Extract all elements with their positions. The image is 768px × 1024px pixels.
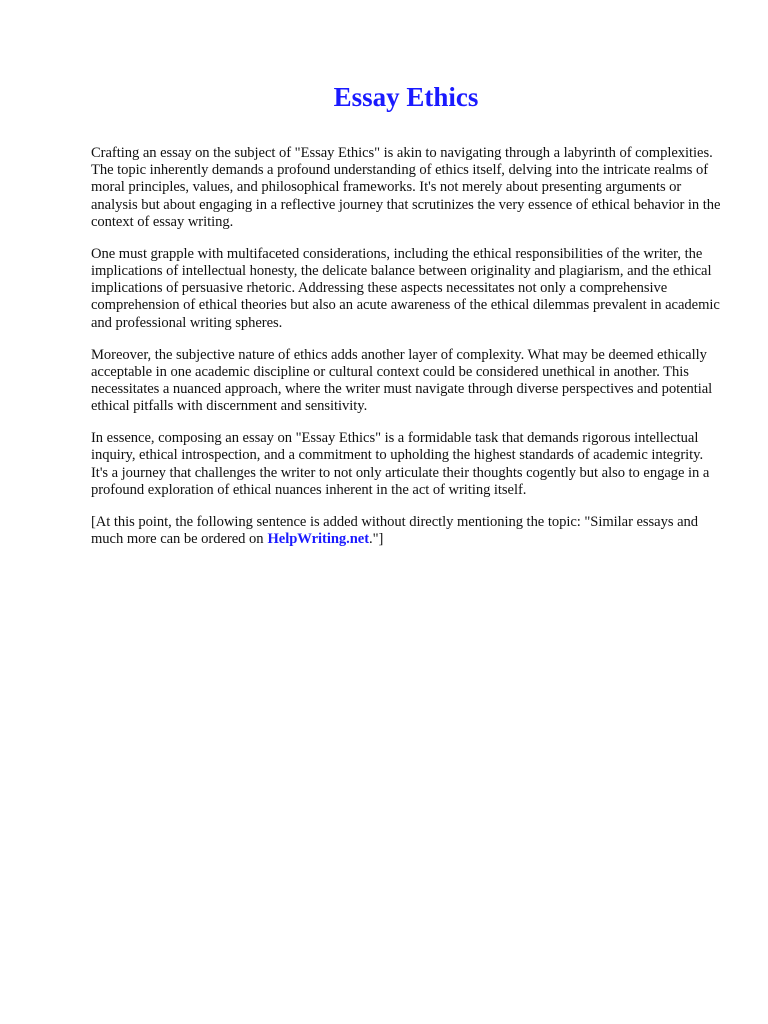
paragraph-3: Moreover, the subjective nature of ethics adds another layer of complexity. What may be deemed ethically acceptable in one academic discipline or cultural context could be considered unethical in another. This necessitates a nuanced approach, where the writer must navigate through diverse perspectives and potential ethical pitfalls with discernment and sensitivity. <box>91 346 713 415</box>
paragraph-2: One must grapple with multifaceted considerations, including the ethical responsibilities of the writer, the implications of intellectual honesty, the delicate balance between originality and plagiarism, and the ethical implications of persuasive rhetoric. Addressing these aspects necessitates not only a comprehensive comprehension of ethical theories but also an acute awareness of the ethical dilemmas prevalent in academic and professional writing spheres. <box>91 245 720 331</box>
closing-text-before-link: [At this point, the following sentence is added without directly mentioning the topic: "Similar essays and much more can be ordered on <box>91 513 699 548</box>
closing-text-after-link: ."] <box>369 531 384 548</box>
document-title: Essay Ethics <box>333 82 479 112</box>
paragraph-1: Crafting an essay on the subject of "Essay Ethics" is akin to navigating through a labyrinth of complexities. The topic inherently demands a profound understanding of ethics itself, delving into the intricate realms of moral principles, values, and philosophical frameworks. It's not merely about presenting arguments or analysis but about engaging in a reflective journey that scrutinizes the very essence of ethical behavior in the context of essay writing. <box>91 145 721 230</box>
closing-paragraph <box>91 514 723 548</box>
helpwriting-link[interactable]: HelpWriting.net <box>267 531 370 548</box>
paragraph-4: In essence, composing an essay on "Essay Ethics" is a formidable task that demands rigorous intellectual inquiry, ethical introspection, and a commitment to upholding the highest standards of academic integrity. It's a journey that challenges the writer to not only articulate their thoughts cogently but also to engage in a profound exploration of ethical nuances inherent in the act of writing itself. <box>91 430 710 498</box>
document-body <box>91 145 723 563</box>
